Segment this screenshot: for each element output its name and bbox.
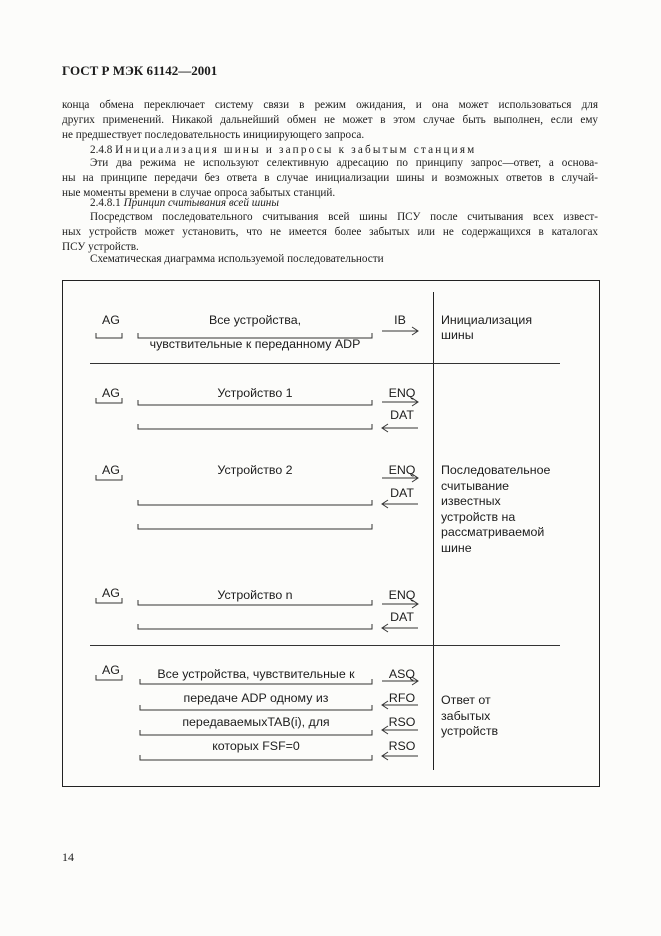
- desc-line: устройств: [441, 724, 499, 738]
- signal-rfo: RFO: [388, 691, 416, 705]
- paragraph-2-line-1: Эти два режима не используют селективную адресацию по принципу запрос—ответ, а основа-: [90, 157, 598, 169]
- signal-enq: ENQ: [388, 386, 416, 400]
- signal-dat: DAT: [390, 610, 414, 624]
- signal-rso: RSO: [388, 715, 416, 729]
- paragraph-1-line-1: конца обмена переключает систему связи в режим ожидания, и она может использоваться для: [62, 99, 598, 111]
- desc-line: рассматриваемой: [441, 525, 545, 539]
- forgot-text-3: передаваемыхTAB(i), для: [182, 715, 330, 729]
- init-text-1: Все устройства,: [208, 313, 302, 327]
- sequential-read-description: [441, 463, 550, 556]
- ag-label: AG: [102, 463, 120, 477]
- paragraph-1-line-3: не предшествует последовательность инициирующего запроса.: [62, 129, 365, 141]
- device-2-label: Устройство 2: [217, 463, 293, 477]
- forgot-text-2: передаче ADP одному из: [183, 691, 329, 705]
- ag-label: AG: [102, 586, 120, 600]
- section-title: Инициализация шины и запросы к забытым станциям: [115, 144, 477, 156]
- paragraph-4: Схематическая диаграмма используемой последовательности: [90, 253, 384, 265]
- init-desc-2: шины: [441, 328, 474, 342]
- device-n-label: Устройство n: [217, 588, 293, 602]
- ag-label: AG: [102, 313, 120, 327]
- ag-label: AG: [102, 663, 120, 677]
- forgot-text-1: Все устройства, чувствительные к: [157, 667, 355, 681]
- signal-dat: DAT: [390, 486, 414, 500]
- signal-enq: ENQ: [388, 463, 416, 477]
- section-number: 2.4.8: [90, 144, 113, 156]
- document-header: ГОСТ Р МЭК 61142—2001: [62, 63, 218, 78]
- signal-rso: RSO: [388, 739, 416, 753]
- desc-line: Ответ от: [441, 693, 491, 707]
- page-number: 14: [62, 850, 74, 864]
- forgot-text-4: которых FSF=0: [212, 739, 300, 753]
- signal-asq: ASQ: [388, 667, 416, 681]
- signal-ib: IB: [394, 313, 406, 327]
- section-title: Принцип считывания всей шины: [123, 197, 279, 209]
- section-number: 2.4.8.1: [90, 197, 121, 209]
- paragraph-1-line-2: других применений. Никакой дальнейший обмен не может в этом случае быть выполнен, если ему: [62, 114, 598, 126]
- signal-enq: ENQ: [388, 588, 416, 602]
- desc-line: Последовательное: [441, 463, 551, 477]
- desc-line: шине: [441, 540, 472, 555]
- desc-line: известных: [441, 494, 501, 508]
- signal-dat: DAT: [390, 408, 414, 422]
- desc-line: считывание: [441, 478, 510, 493]
- ag-label: AG: [102, 386, 120, 400]
- paragraph-2-line-3: ные моменты времени в случае опроса забытых станций.: [62, 187, 336, 199]
- desc-line: забытых: [441, 708, 491, 723]
- init-text-2: чувствительные к переданному ADP: [149, 337, 361, 351]
- forgotten-response-description: [441, 693, 498, 740]
- init-desc-1: Инициализация: [441, 313, 533, 327]
- device-1-label: Устройство 1: [217, 386, 293, 400]
- paragraph-3-line-2: ных устройств может установить, что не имеется более забытых или не содержащихся в каталогах: [62, 226, 598, 238]
- paragraph-3-line-3: ПСУ устройств.: [62, 241, 139, 253]
- paragraph-3-line-1: Посредством последовательного считывания всей шины ПСУ после считывания всех извест-: [90, 211, 598, 223]
- desc-line: устройств на: [441, 509, 516, 524]
- paragraph-2-line-2: ны на принципе передачи без ответа в случае инициализации шины и возможных ответов в случай-: [62, 172, 598, 184]
